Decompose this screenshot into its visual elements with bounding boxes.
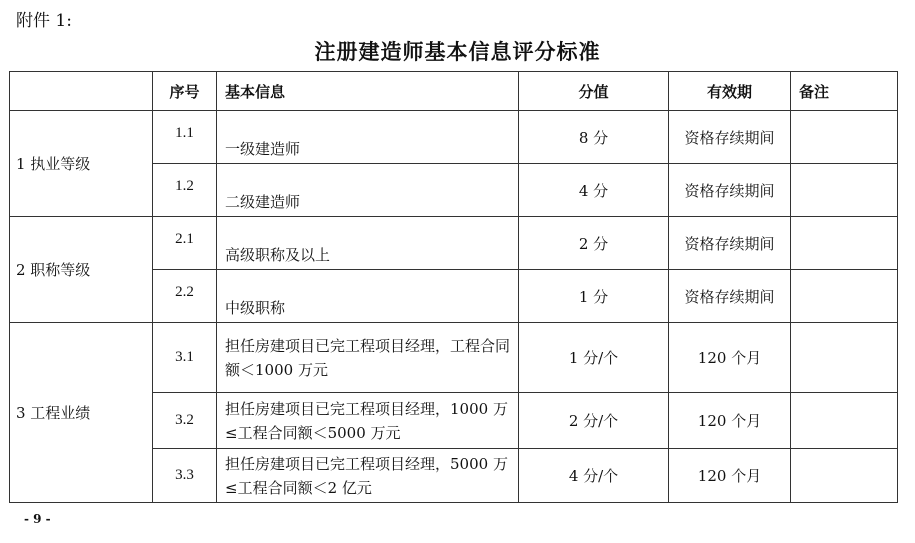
seq-cell: 3.3 (153, 449, 217, 503)
scoring-table (9, 71, 898, 503)
note-cell (791, 393, 898, 449)
note-cell (791, 164, 898, 217)
validity-cell: 资格存续期间 (669, 164, 791, 217)
validity-cell: 资格存续期间 (669, 217, 791, 270)
category-cell: 3 工程业绩 (10, 323, 153, 503)
category-cell: 1 执业等级 (10, 111, 153, 217)
header-info: 基本信息 (217, 72, 519, 111)
seq-cell: 2.2 (153, 270, 217, 323)
info-cell: 高级职称及以上 (217, 217, 519, 270)
header-score: 分值 (519, 72, 669, 111)
header-note: 备注 (791, 72, 898, 111)
info-cell: 中级职称 (217, 270, 519, 323)
page-number: - 9 - (24, 512, 51, 526)
score-cell: 2 分/个 (519, 393, 669, 449)
note-cell (791, 270, 898, 323)
note-cell (791, 449, 898, 503)
validity-cell: 资格存续期间 (669, 270, 791, 323)
header-row (10, 72, 898, 111)
info-cell: 担任房建项目已完工程项目经理，1000 万≤工程合同额＜5000 万元 (217, 393, 519, 449)
score-cell: 2 分 (519, 217, 669, 270)
info-cell: 担任房建项目已完工程项目经理，工程合同额＜1000 万元 (217, 323, 519, 393)
score-cell: 8 分 (519, 111, 669, 164)
table-row (10, 217, 898, 270)
validity-cell: 120 个月 (669, 393, 791, 449)
table-row (10, 111, 898, 164)
score-cell: 4 分 (519, 164, 669, 217)
seq-cell: 1.1 (153, 111, 217, 164)
header-seq: 序号 (153, 72, 217, 111)
seq-cell: 3.1 (153, 323, 217, 393)
table-row (10, 323, 898, 393)
note-cell (791, 111, 898, 164)
validity-cell: 120 个月 (669, 449, 791, 503)
validity-cell: 资格存续期间 (669, 111, 791, 164)
seq-cell: 2.1 (153, 217, 217, 270)
score-cell: 4 分/个 (519, 449, 669, 503)
header-validity: 有效期 (669, 72, 791, 111)
info-cell: 担任房建项目已完工程项目经理，5000 万≤工程合同额＜2 亿元 (217, 449, 519, 503)
note-cell (791, 323, 898, 393)
seq-cell: 1.2 (153, 164, 217, 217)
header-category (10, 72, 153, 111)
validity-cell: 120 个月 (669, 323, 791, 393)
note-cell (791, 217, 898, 270)
info-cell: 二级建造师 (217, 164, 519, 217)
info-cell: 一级建造师 (217, 111, 519, 164)
seq-cell: 3.2 (153, 393, 217, 449)
document-title: 注册建造师基本信息评分标准 (314, 39, 601, 64)
attachment-label: 附件 1: (16, 11, 72, 31)
score-cell: 1 分/个 (519, 323, 669, 393)
category-cell: 2 职称等级 (10, 217, 153, 323)
score-cell: 1 分 (519, 270, 669, 323)
